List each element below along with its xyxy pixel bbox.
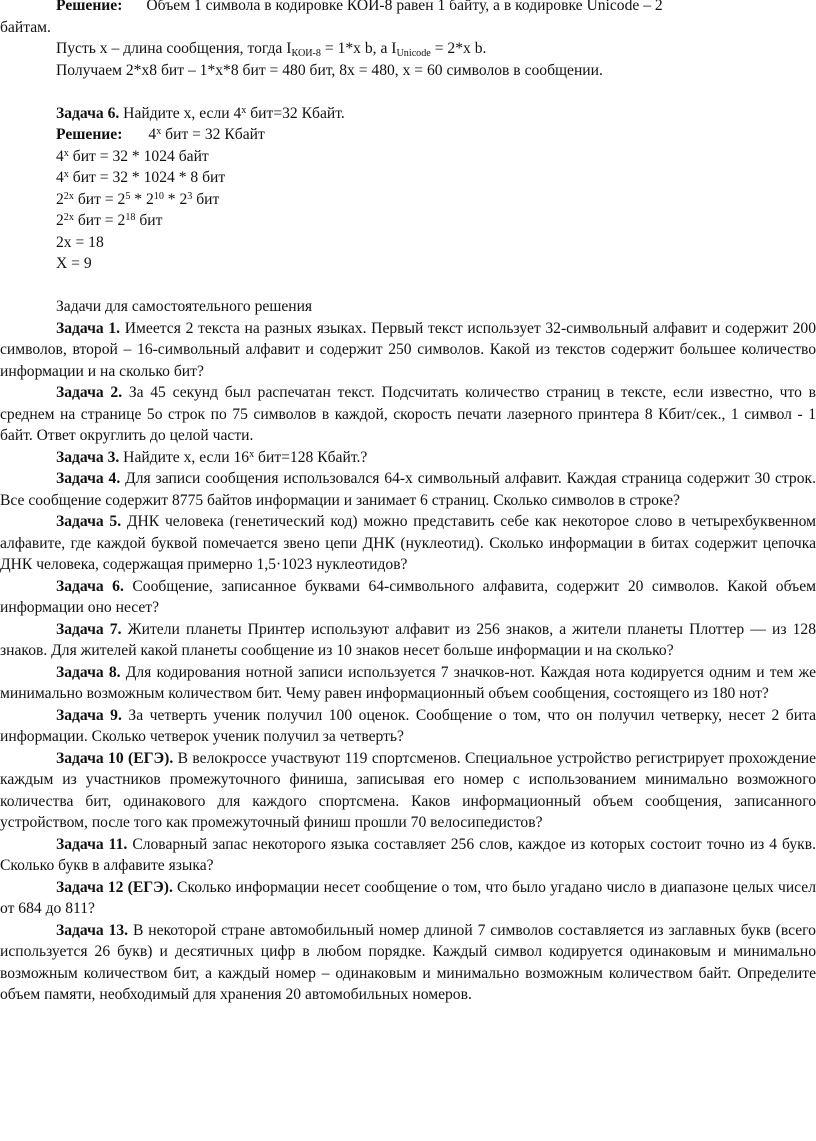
solution5-text-1: Объем 1 символа в кодировке КОИ-8 равен 1 байту, а в кодировке Unicode – 2	[146, 0, 663, 14]
task-item-2: Задача 2. За 45 секунд был распечатан текст. Подсчитать количество страниц в тексте, если известно, что в среднем на странице 5о строк по 75 символов в каждой, скорость печати лазерного принтера 8 Кбит/сек., 1 символ - 1 байт. Ответ округлить до целой части.	[0, 384, 816, 444]
task-item-1: Задача 1. Имеется 2 текста на разных языках. Первый текст использует 32-символьный алфавит и содержит 200 символов, второй – 16-символьный алфавит и содержит 250 символов. Какой из текстов содержит большее количество информации и на сколько бит?	[0, 319, 816, 380]
solution6-line1: Решение: $4^х$ бит = 32 Кбайт	[56, 126, 265, 143]
solution5-line3: Пусть x – длина сообщения, тогда $I_{КОИ-8} = 1*x$ b, а $I_{Unicode} = 2*x$ b.	[56, 40, 487, 60]
task-item-10: Задача 10 (ЕГЭ). В велокроссе участвуют 119 спортсменов. Специальное устройство регистрирует прохождение каждым из участников промежуточного финиша, записывая его номер с использованием минимально возможного количества бит, одинакового для каждого спортсмена. Каков информационный объем сообщения, записанного устройством, после того как промежуточный финиш прошли 70 велосипедистов?	[0, 749, 816, 831]
task6-heading: Задача 6. Найдите х, если $4^х$ бит=32 Кбайт.	[56, 104, 345, 122]
task-item-6: Задача 6. Сообщение, записанное буквами 64-символьного алфавита, содержит 20 символов. Какой объем информации оно несет?	[0, 577, 816, 616]
task-item-7: Задача 7. Жители планеты Принтер используют алфавит из 256 знаков, а жители планеты Плоттер — из 128 знаков. Для жителей какой планеты сообщение из 10 знаков несет больше информации и на сколько?	[0, 620, 816, 659]
task-item-12: Задача 12 (ЕГЭ). Сколько информации несет сообщение о том, что было угадано число в диапазоне целых чисел от 684 до 811?	[0, 878, 816, 917]
solution5-line1	[0, 0, 816, 17]
task-item-5: Задача 5. ДНК человека (генетический код) можно представить себе как некоторое слово в четырехбуквенном алфавите, где каждой буквой помечается звено цепи ДНК (нуклеотид). Сколько информации в битах содержит цепочка ДНК человека, содержащая примерно 1,5·1023 нуклеотидов?	[0, 513, 816, 573]
task-item-4: Задача 4. Для записи сообщения использовался 64-х символьный алфавит. Каждая страница содержит 30 строк. Все сообщение содержит 8775 байтов информации и занимает 6 страниц. Сколько символов в строке?	[0, 470, 816, 509]
spacer	[0, 81, 816, 103]
task-item-9: Задача 9. За четверть ученик получил 100 оценок. Сообщение о том, что он получил четверку, несет 2 бита информации. Сколько четверок ученик получил за четверть?	[0, 706, 816, 745]
self-study-heading: Задачи для самостоятельного решения	[56, 298, 313, 315]
solution6-line6: 2х = 18	[56, 233, 104, 251]
solution6-line3: $4^х$ бит = 32 * 1024 * 8 бит	[56, 169, 226, 186]
task-item-8: Задача 8. Для кодирования нотной записи используется 7 значков-нот. Каждая нота кодируется одним и тем же минимально возможным количеством бит. Чему равен информационный объем сообщения, состоящего из 180 нот?	[0, 663, 816, 702]
solution6-line2: $4^х$ бит = 32 * 1024 байт	[56, 147, 209, 165]
solution6-label: Решение:	[56, 126, 123, 143]
task-item-3: Задача 3. Найдите х, если $16^х$ бит=128 Кбайт.?	[56, 448, 368, 466]
spacer	[0, 275, 816, 297]
solution6-line5: $2^{2х}$ бит = $2^{18}$ бит	[56, 212, 163, 229]
solution5-line2: байтам.	[0, 18, 51, 36]
task-item-11: Задача 11. Словарный запас некоторого языка составляет 256 слов, каждое из которых состоит точно из 4 букв. Сколько букв в алфавите языка?	[0, 835, 816, 874]
solution6-line4: $2^{2х}$ бит = $2^5 * 2^{10} * 2^3$ бит	[56, 190, 220, 208]
solution5-label: Решение:	[56, 0, 123, 14]
task-item-13: Задача 13. В некоторой стране автомобильный номер длиной 7 символов составляется из заглавных букв (всего используется 26 букв) и десятичных цифр в любом порядке. Каждый символ кодируется одинаковым и минимально возможным количеством бит, а каждый номер – одинаковым и минимально возможным количеством байт. Определите объем памяти, необходимый для хранения 20 автомобильных номеров.	[0, 921, 816, 1003]
solution5-line4: Получаем 2*x8 бит – 1*x*8 бит = 480 бит, 8x = 480, x = 60 символов в сообщении.	[56, 61, 603, 79]
solution6-line7: Х = 9	[56, 255, 92, 272]
